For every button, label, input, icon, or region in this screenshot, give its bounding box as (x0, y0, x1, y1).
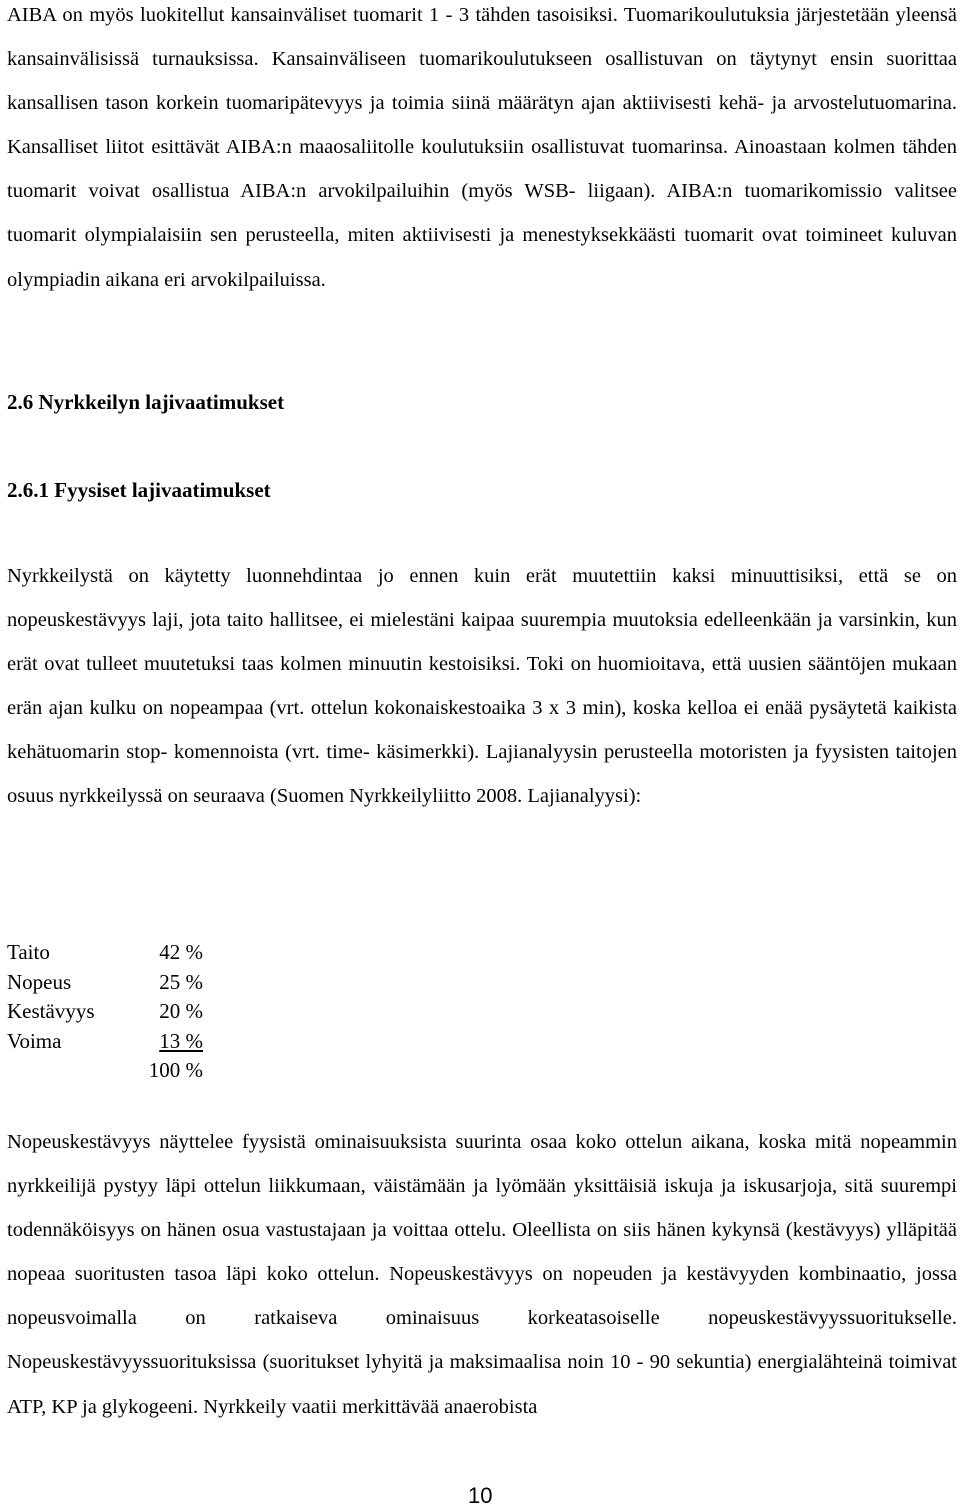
table-row-value: 25 % (159, 969, 203, 994)
intro-paragraph: AIBA on myös luokitellut kansainväliset tuomarit 1 - 3 tähden tasoisiksi. Tuomarikoulutuksia järjestetään yleensä kansainvälisissä turnauksissa. Kansainväliseen tuomarikoulutukseen osallistuvan on täytynyt ensin suorittaa kansallisen tason korkein tuomaripätevyys ja toimia siinä määrätyn ajan aktiivisesti kehä- ja arvostelutuomarina. Kansalliset liitot esittävät AIBA:n maaosaliitolle koulutuksiin osallistuvat tuomarinsa. Ainoastaan kolmen tähden tuomarit voivat osallistua AIBA:n arvokilpailuihin (myös WSB- liigaan). AIBA:n tuomarikomissio valitsee tuomarit olympialaisiin sen perusteella, miten aktiivisesti ja menestyksekkäästi tuomarit ovat toimineet kuluvan olympiadin aikana eri arvokilpailuissa. (7, 4, 957, 291)
table-row (7, 997, 203, 1027)
table-row-label: Kestävyys (7, 999, 95, 1023)
nopeuskestavyys-paragraph: Nopeuskestävyys näyttelee fyysistä ominaisuuksista suurinta osaa koko ottelun aikana, koska mitä nopeammin nyrkkeilijä pystyy läpi ottelun liikkumaan, väistämään ja lyömään yksittäisiä iskuja ja iskusarjoja, sitä suurempi todennäköisyys on hänen osua vastustajaan ja voittaa ottelu. Oleellista on siis hänen kykynsä (kestävyys) ylläpitää nopeaa suoritusten tasoa läpi koko ottelun. Nopeuskestävyys on nopeuden ja kestävyyden kombinaatio, jossa nopeusvoimalla on ratkaiseva ominaisuus korkeatasoiselle nopeuskestävyyssuoritukselle. Nopeuskestävyyssuorituksissa (suoritukset lyhyitä ja maksimaalisa noin 10 - 90 sekuntia) energialähteinä toimivat ATP, KP ja glykogeeni. Nyrkkeily vaatii merkittävää anaerobista (7, 1131, 957, 1418)
table-row (7, 1027, 203, 1057)
table-total-value: 100 % (148, 1058, 203, 1082)
fyysiset-paragraph: Nyrkkeilystä on käytetty luonnehdintaa jo ennen kuin erät muutettiin kaksi minuuttisiksi, että se on nopeuskestävyys laji, jota taito hallitsee, ei mielestäni kaipaa suurempia muutoksia edelleenkään ja varsinkin, kun erät ovat tulleet muutetuksi taas kolmen minuutin kestoisiksi. Toki on huomioitava, että uusien sääntöjen mukaan erän ajan kulku on nopeampaa (vrt. ottelun kokonaiskestoaika 3 x 3 min), koska kelloa ei enää pysäytetä kaikista kehätuomarin stop- komennoista (vrt. time- käsimerkki). Lajianalyysin perusteella motoristen ja fyysisten taitojen osuus nyrkkeilyssä on seuraava (Suomen Nyrkkeilyliitto 2008. Lajianalyysi): (7, 565, 957, 808)
lajianalyysi-table (7, 938, 203, 1086)
table-row-value: 13 % (159, 1028, 203, 1053)
page-number: 10 (468, 1483, 493, 1508)
section-heading: 2.6 Nyrkkeilyn lajivaatimukset (7, 390, 285, 414)
table-total-row (7, 1056, 203, 1086)
table-row-value: 20 % (159, 999, 203, 1023)
table-row (7, 968, 203, 998)
table-row-label: Nopeus (7, 969, 72, 994)
table-row (7, 938, 203, 968)
subsection-heading: 2.6.1 Fyysiset lajivaatimukset (7, 478, 271, 502)
table-row-value: 42 % (159, 940, 203, 964)
table-row-label: Voima (7, 1028, 62, 1053)
table-row-label: Taito (7, 940, 50, 964)
table-total-spacer (7, 1056, 117, 1086)
